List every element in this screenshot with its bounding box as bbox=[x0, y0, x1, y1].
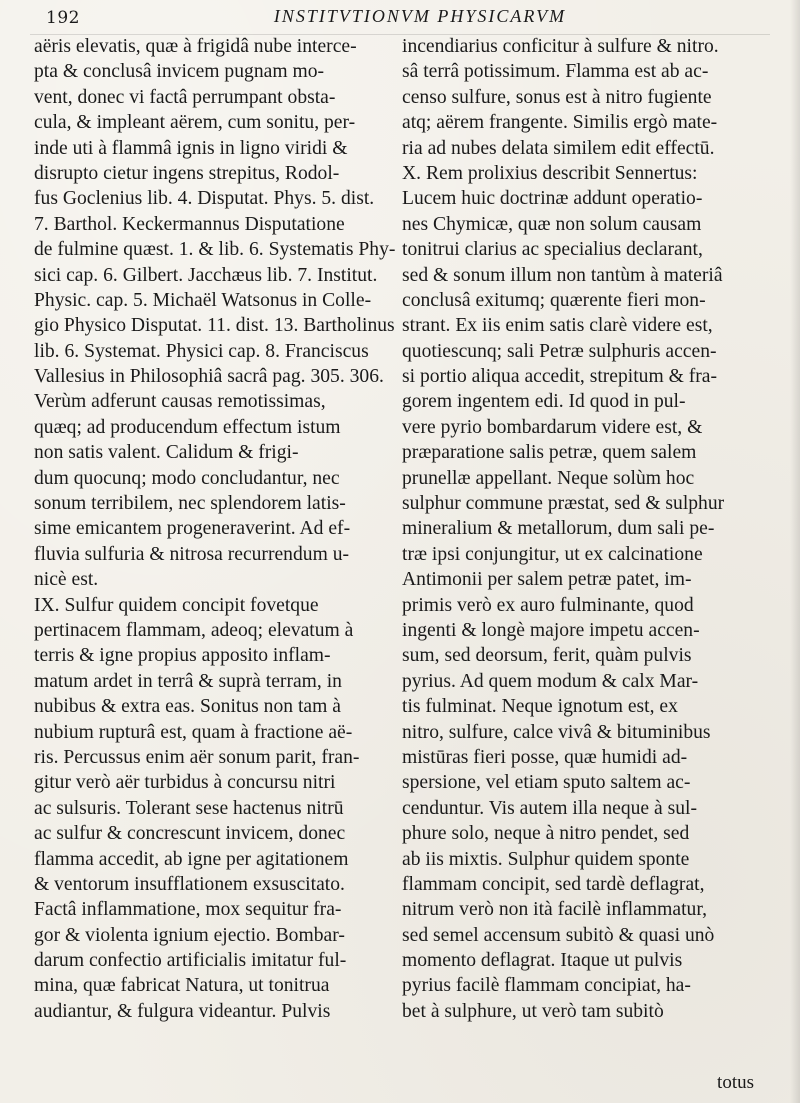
right-column-line: quotiescunq; sali Petræ sulphuris accen- bbox=[402, 340, 717, 362]
left-column-line: sonum terribilem, nec splendorem latis- bbox=[34, 493, 346, 515]
right-column-line: mistūras fieri posse, quæ humidi ad- bbox=[402, 746, 688, 768]
right-column-line: cenduntur. Vis autem illa neque à sul- bbox=[402, 797, 698, 819]
running-head: INSTITVTIONVM PHYSICARVM bbox=[273, 6, 567, 26]
right-column-line: ab iis mixtis. Sulphur quidem sponte bbox=[402, 848, 690, 870]
right-column-line: nes Chymicæ, quæ non solum causam bbox=[402, 213, 702, 235]
right-column-line: prunellæ appellant. Neque solùm hoc bbox=[402, 467, 695, 489]
left-column-line: inde uti à flammâ ignis in ligno viridi & bbox=[34, 137, 348, 159]
right-column-line: primis verò ex auro fulminante, quod bbox=[402, 594, 694, 616]
left-column-line: gio Physico Disputat. 11. dist. 13. Bartholinus bbox=[34, 315, 395, 337]
right-column-line: Lucem huic doctrinæ addunt operatio- bbox=[402, 188, 703, 210]
right-column-line: momento deflagrat. Itaque ut pulvis bbox=[402, 950, 683, 972]
left-column-line: mina, quæ fabricat Natura, ut tonitrua bbox=[34, 975, 330, 997]
right-column-line: tonitrui clarius ac specialius declarant, bbox=[402, 239, 703, 261]
page-edge-shadow bbox=[790, 0, 800, 1103]
left-column-line: dum quocunq; modo concludantur, nec bbox=[34, 467, 340, 489]
left-column-line: darum confectio artificialis imitatur ful- bbox=[34, 950, 347, 972]
left-column-line: audiantur, & fulgura videantur. Pulvis bbox=[34, 1000, 331, 1022]
left-column-line: sici cap. 6. Gilbert. Jacchæus lib. 7. Institut. bbox=[34, 264, 378, 286]
right-column-line: X. Rem prolixius describit Sennertus: bbox=[402, 162, 698, 184]
right-column-line: træ ipsi conjungitur, ut ex calcinatione bbox=[402, 543, 703, 565]
left-column-line: Verùm adferunt causas remotissimas, bbox=[34, 391, 326, 413]
left-column-line: ris. Percussus enim aër sonum parit, fran- bbox=[34, 746, 360, 768]
left-column-line: ac sulfur & concrescunt invicem, donec bbox=[34, 823, 346, 845]
left-column-line: terris & igne propius apposito inflam- bbox=[34, 645, 331, 667]
right-column-line: sum, sed deorsum, ferit, quàm pulvis bbox=[402, 645, 692, 667]
left-column-line: Factâ inflammatione, mox sequitur fra- bbox=[34, 899, 342, 921]
right-column-line: præparatione salis petræ, quem salem bbox=[402, 442, 697, 464]
left-column-line: gor & violenta ignium ejectio. Bombar- bbox=[34, 924, 345, 946]
left-column-line: lib. 6. Systemat. Physici cap. 8. Franciscus bbox=[34, 340, 369, 362]
right-column-line: nitrum verò non ità facilè inflammatur, bbox=[402, 899, 707, 921]
left-column-line: IX. Sulfur quidem concipit fovetque bbox=[34, 594, 319, 616]
left-column-line: 7. Barthol. Keckermannus Disputatione bbox=[34, 213, 345, 235]
right-column-line: conclusâ exitumq; quærente fieri mon- bbox=[402, 289, 706, 311]
right-column-line: sâ terrâ potissimum. Flamma est ab ac- bbox=[402, 61, 709, 83]
left-column-line: Physic. cap. 5. Michaël Watsonus in Colle- bbox=[34, 289, 372, 311]
right-column-line: si portio aliqua accedit, strepitum & fra- bbox=[402, 366, 718, 388]
left-column-line: nubibus & extra eas. Sonitus non tam à bbox=[34, 696, 341, 718]
right-column-line: bet à sulphure, ut verò tam subitò bbox=[402, 1000, 664, 1022]
right-column-line: pyrius facilè flammam concipiat, ha- bbox=[402, 975, 691, 997]
right-column-line: sed semel accensum subitò & quasi unò bbox=[402, 924, 715, 946]
left-column-line: disrupto cietur ingens strepitus, Rodol- bbox=[34, 162, 340, 184]
left-column bbox=[34, 34, 400, 1024]
right-column-line: mineralium & metallorum, dum sali pe- bbox=[402, 518, 715, 540]
right-column-line: sulphur commune præstat, sed & sulphur bbox=[402, 493, 725, 515]
page-number: 192 bbox=[46, 8, 80, 28]
right-column-line: sed & sonum illum non tantùm à materiâ bbox=[402, 264, 723, 286]
left-column-line: cula, & impleant aërem, cum sonitu, per- bbox=[34, 112, 356, 134]
left-column-line: ac sulsuris. Tolerant sese hactenus nitrū bbox=[34, 797, 344, 819]
right-column-line: vere pyrio bombardarum videre est, & bbox=[402, 416, 703, 438]
right-column-line: spersione, vel etiam sputo saltem ac- bbox=[402, 772, 691, 794]
right-column-line: phure solo, neque à nitro pendet, sed bbox=[402, 823, 690, 845]
left-column-line: sime emicantem progeneraverint. Ad ef- bbox=[34, 518, 351, 540]
catchword: totus bbox=[717, 1072, 754, 1093]
right-column-line: nitro, sulfure, calce vivâ & bituminibus bbox=[402, 721, 711, 743]
left-column-line: fus Goclenius lib. 4. Disputat. Phys. 5. dist. bbox=[34, 188, 375, 210]
left-column-line: vent, donec vi factâ perrumpant obsta- bbox=[34, 86, 336, 108]
right-column-line: tis fulminat. Neque ignotum est, ex bbox=[402, 696, 678, 718]
right-column-line: Antimonii per salem petræ patet, im- bbox=[402, 569, 692, 591]
left-column-line: de fulmine quæst. 1. & lib. 6. Systematis Phy- bbox=[34, 239, 396, 261]
left-column-line: & ventorum insufflationem exsuscitato. bbox=[34, 873, 345, 895]
left-column-line: non satis valent. Calidum & frigi- bbox=[34, 442, 299, 464]
right-column-line: censo sulfure, sonus est à nitro fugiente bbox=[402, 86, 712, 108]
right-column-line: flammam concipit, sed tardè deflagrat, bbox=[402, 873, 705, 895]
left-column-line: quæq; ad producendum effectum istum bbox=[34, 416, 341, 438]
left-column-line: matum ardet in terrâ & suprà terram, in bbox=[34, 670, 342, 692]
left-column-line: pertinacem flammam, adeoq; elevatum à bbox=[34, 619, 354, 641]
right-column-line: gorem ingentem edi. Id quod in pul- bbox=[402, 391, 686, 413]
right-column-line: atq; aërem frangente. Similis ergò mate- bbox=[402, 112, 718, 134]
left-column-line: nubium rupturâ est, quam à fractione aë- bbox=[34, 721, 353, 743]
left-column-line: aëris elevatis, quæ à frigidâ nube interce- bbox=[34, 36, 357, 57]
left-column-line: gitur verò aër turbidus à concursu nitri bbox=[34, 772, 336, 794]
right-column-line: ingenti & longè majore impetu accen- bbox=[402, 619, 700, 641]
left-column-line: flamma accedit, ab igne per agitationem bbox=[34, 848, 349, 870]
right-column-line: strant. Ex iis enim satis clarè videre est, bbox=[402, 315, 713, 337]
right-column-line: ria ad nubes delata similem edit effectū. bbox=[402, 137, 715, 159]
right-column-line: pyrius. Ad quem modum & calx Mar- bbox=[402, 670, 699, 692]
left-column-line: Vallesius in Philosophiâ sacrâ pag. 305. 306. bbox=[34, 366, 384, 388]
right-column-line: incendiarius conficitur à sulfure & nitro. bbox=[402, 36, 719, 57]
left-column-line: pta & conclusâ invicem pugnam mo- bbox=[34, 61, 325, 83]
left-column-line: nicè est. bbox=[34, 569, 99, 591]
right-column bbox=[402, 34, 798, 1024]
left-column-line: fluvia sulfuria & nitrosa recurrendum u- bbox=[34, 543, 350, 565]
